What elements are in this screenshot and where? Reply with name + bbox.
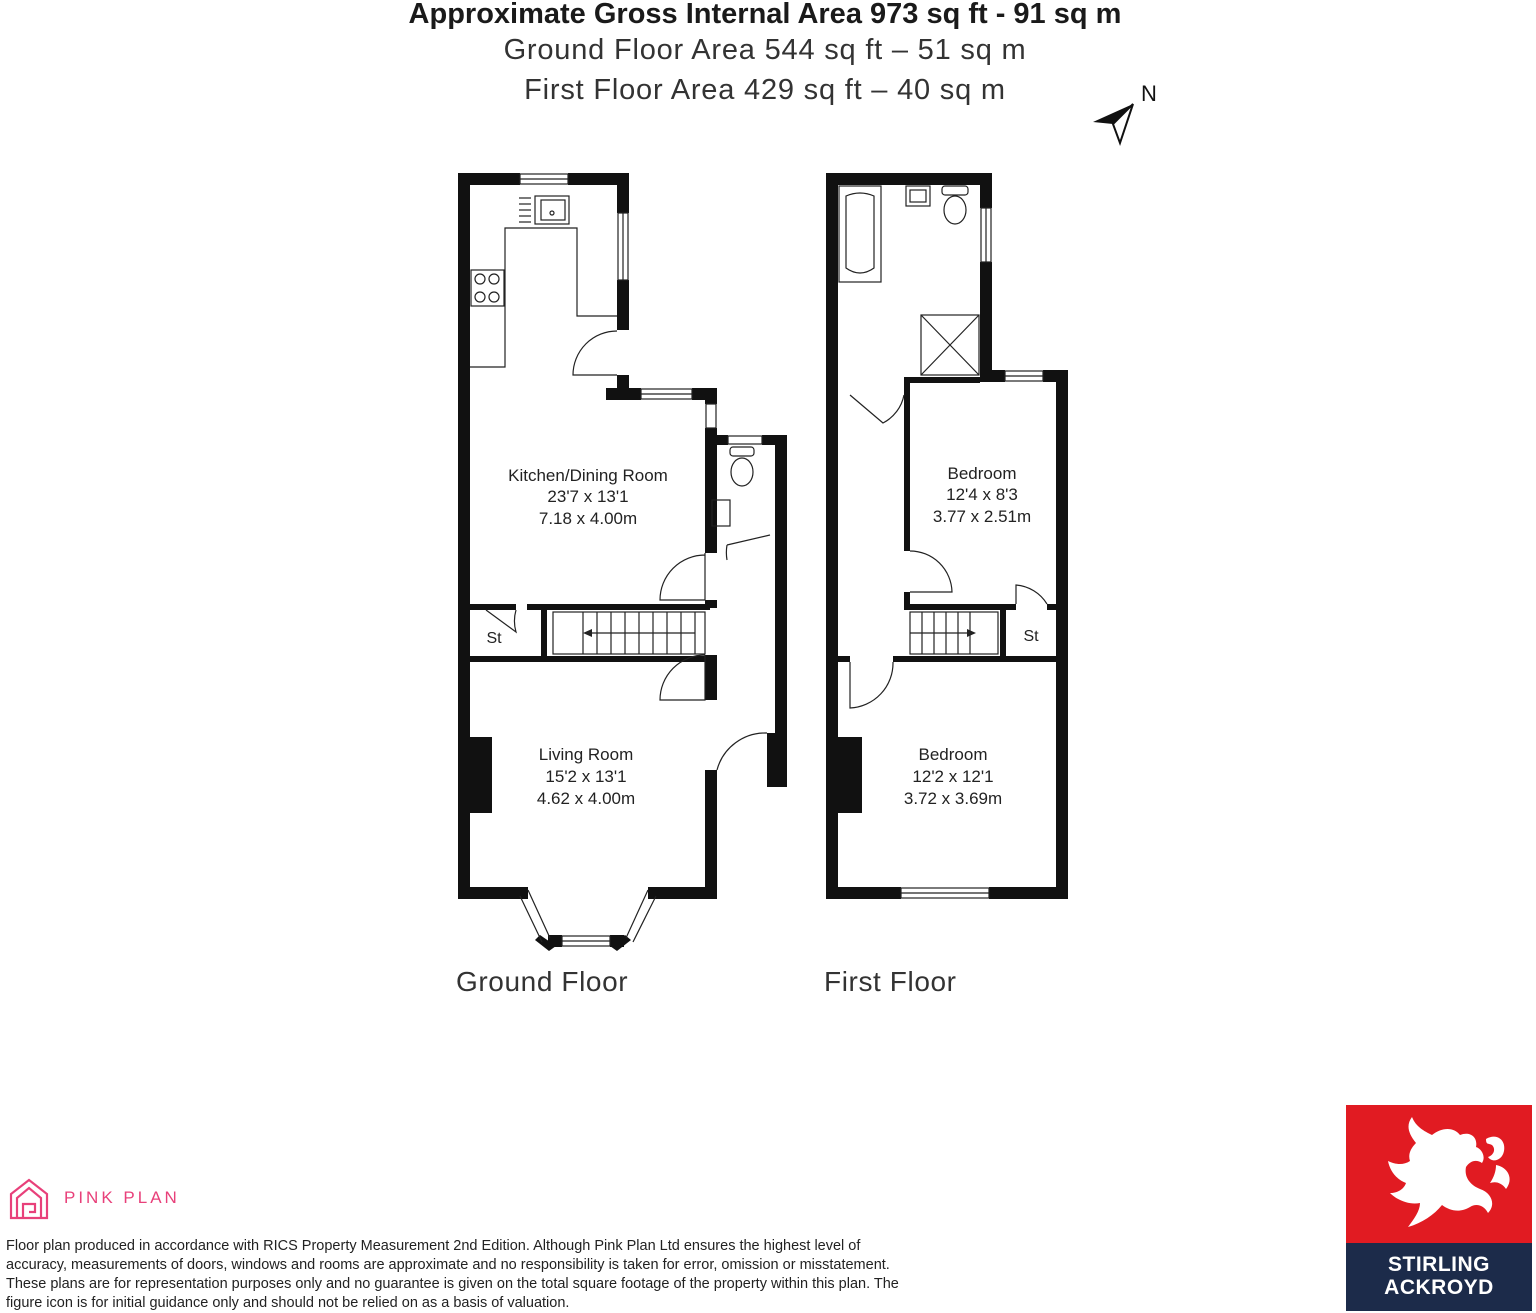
disclaimer-text: Floor plan produced in accordance with RICS Property Measurement 2nd Edition. Although Pink Plan Ltd ensures the highest level of accuracy, measurements of doors, windows and rooms are approximate and no responsibility is taken for error, omission or misstatement. These plans are for representation purposes only and no guarantee is given on the total square footage of the property within this plan. The figure icon is for initial guidance only and should not be relied on as a basis of valuation. [6,1238,899,1311]
agent-name-line-1: STIRLING [1388,1253,1490,1276]
stirling-ackroyd-logo [1346,1105,1532,1311]
pink-plan-brand [8,1176,180,1220]
griffin-icon [1346,1105,1532,1243]
first-floor-label: First Floor [824,966,957,997]
ground-floor-area: Ground Floor Area 544 sq ft – 51 sq m [503,34,1027,66]
first-floor-area: First Floor Area 429 sq ft – 40 sq m [524,74,1006,106]
bedroom-1-imperial: 12'4 x 8'3 [946,485,1018,504]
gross-area-title: Approximate Gross Internal Area 973 sq ft - 91 sq m [408,0,1122,30]
bedroom-1-name: Bedroom [947,464,1017,483]
compass-label: N [1141,81,1157,106]
bedroom-2-metric: 3.72 x 3.69m [903,789,1003,808]
bedroom-1-metric: 3.77 x 2.51m [932,507,1032,526]
bedroom-2-imperial: 12'2 x 12'1 [912,767,994,786]
first-store-label: St [1023,628,1039,645]
ground-floor-plan [458,173,787,951]
pink-plan-name: PINK PLAN [64,1188,180,1207]
north-arrow-icon [1093,81,1157,143]
living-metric: 4.62 x 4.00m [536,789,636,808]
ground-floor-label: Ground Floor [456,966,629,997]
kitchen-name: Kitchen/Dining Room [508,466,668,485]
agent-name-line-2: ACKROYD [1384,1276,1494,1299]
kitchen-imperial: 23'7 x 13'1 [547,487,629,506]
pink-plan-logo-icon [8,1176,50,1220]
living-imperial: 15'2 x 13'1 [545,767,627,786]
living-name: Living Room [538,745,634,764]
agent-logo-red-panel [1346,1105,1532,1243]
kitchen-metric: 7.18 x 4.00m [538,509,638,528]
ground-store-label: St [486,630,502,647]
bedroom-2-name: Bedroom [918,745,988,764]
agent-logo-navy-panel [1346,1243,1532,1311]
